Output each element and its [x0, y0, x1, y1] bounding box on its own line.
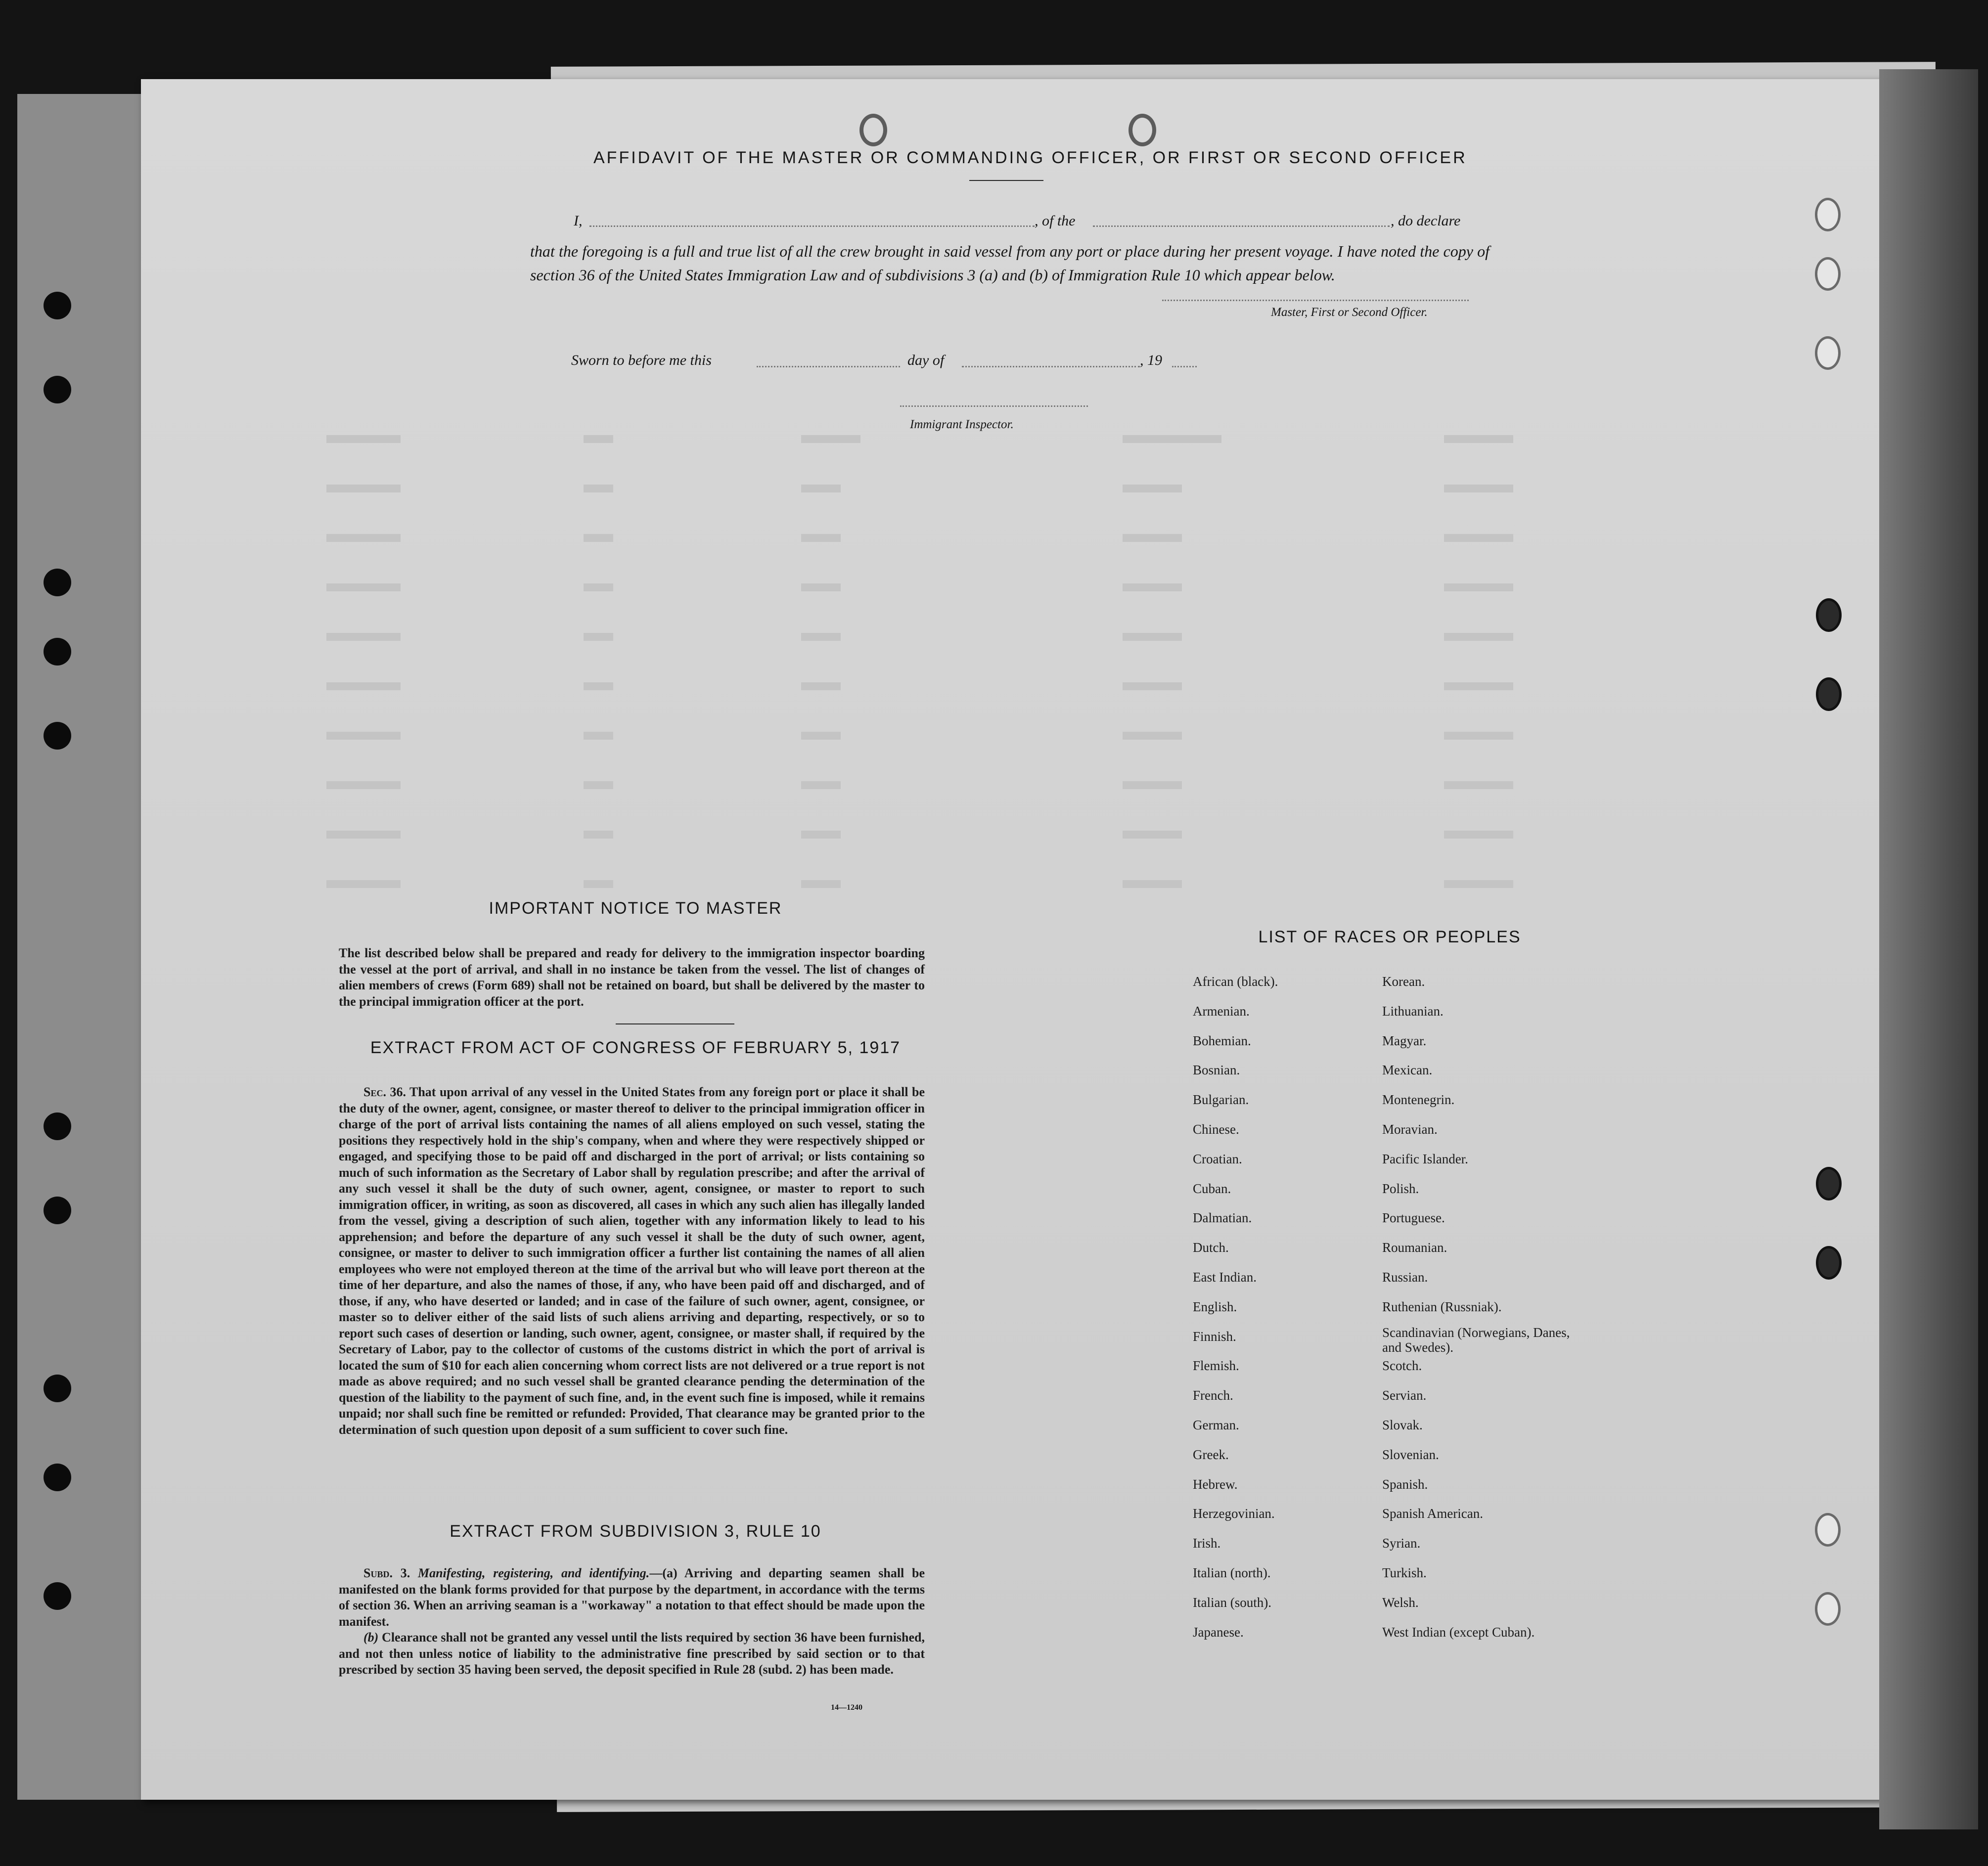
affidavit-title: AFFIDAVIT OF THE MASTER OR COMMANDING OFFICER, OR FIRST OR SECOND OFFICER [593, 148, 1467, 167]
master-signature-line [1162, 300, 1469, 301]
race-item: Polish. [1382, 1181, 1419, 1196]
race-item: Mexican. [1382, 1063, 1433, 1078]
name-field-line [589, 225, 1035, 227]
master-signature-label: Master, First or Second Officer. [1271, 306, 1428, 319]
race-item: Lithuanian. [1382, 1003, 1444, 1019]
binder-hole [44, 1375, 71, 1402]
race-item: Armenian. [1193, 1003, 1250, 1019]
affidavit-declaration: that the foregoing is a full and true list of all the crew brought in said vessel from any port or place during her present voyage. I have noted the copy of section 36 of the United States Immigration Law and of subdivisions 3 (a) and (b) of Immigration Rule 10 which appear below. [530, 242, 1490, 284]
race-item: Spanish. [1382, 1476, 1428, 1492]
race-item: Spanish American. [1382, 1506, 1483, 1521]
binder-ring [1129, 114, 1156, 146]
race-item: Chinese. [1193, 1122, 1239, 1137]
race-item: Turkish. [1382, 1565, 1427, 1580]
rule-extract-text [339, 1565, 925, 1678]
binder-hole [44, 1582, 71, 1610]
race-item: Japanese. [1193, 1624, 1244, 1640]
race-item: Finnish. [1193, 1329, 1236, 1344]
race-item: Cuban. [1193, 1181, 1231, 1196]
race-item: East Indian. [1193, 1270, 1257, 1285]
rule-para-a: —(a) Arriving and departing seamen shall be manifested on the blank forms provided for that purpose by the department, in accordance with the terms of section 36. When an arriving seaman is a "workaway" a notation to that effect should be made upon the manifest. [339, 1566, 925, 1629]
inspector-signature-line [900, 405, 1088, 407]
vessel-field-line [1093, 225, 1390, 227]
form-number: 14—1240 [831, 1703, 862, 1712]
race-item: Italian (north). [1193, 1565, 1271, 1580]
race-item: Scandinavian (Norwegians, Danes, and Swedes). [1382, 1325, 1570, 1355]
title-underline [969, 180, 1043, 181]
race-item: Korean. [1382, 974, 1425, 989]
race-item: Dutch. [1193, 1240, 1229, 1255]
race-item: Servian. [1382, 1388, 1427, 1403]
race-item: Russian. [1382, 1270, 1428, 1285]
race-item: Montenegrin. [1382, 1092, 1455, 1108]
rule-extract-title: EXTRACT FROM SUBDIVISION 3, RULE 10 [450, 1522, 821, 1541]
binder-hole [44, 292, 71, 319]
race-item: Croatian. [1193, 1151, 1242, 1166]
race-item: Bohemian. [1193, 1033, 1251, 1048]
punch-hole [1815, 198, 1841, 231]
race-item: French. [1193, 1388, 1233, 1403]
race-item: Syrian. [1382, 1536, 1421, 1551]
sworn-year-line [1172, 366, 1197, 367]
race-item: Moravian. [1382, 1122, 1438, 1137]
race-item: Greek. [1193, 1447, 1229, 1462]
binder-hole [44, 1197, 71, 1224]
race-item: English. [1193, 1299, 1237, 1314]
race-item: African (black). [1193, 974, 1278, 989]
binder-hole [44, 569, 71, 596]
race-item: German. [1193, 1418, 1239, 1432]
right-page-edge [1879, 69, 1978, 1829]
act-extract-title: EXTRACT FROM ACT OF CONGRESS OF FEBRUARY 5, 1917 [370, 1038, 901, 1057]
section-divider [616, 1023, 734, 1024]
race-item: West Indian (except Cuban). [1382, 1624, 1535, 1640]
act-section-label: Sec. 36. [363, 1085, 406, 1099]
race-item: Hebrew. [1193, 1476, 1238, 1492]
left-page-edge [17, 94, 146, 1800]
sworn-label: Sworn to before me this [571, 352, 712, 368]
race-item: Portuguese. [1382, 1210, 1445, 1226]
sworn-month-line [962, 366, 1140, 367]
race-item: Magyar. [1382, 1033, 1427, 1048]
race-item: Bosnian. [1193, 1063, 1240, 1078]
races-title: LIST OF RACES OR PEOPLES [1258, 928, 1521, 946]
race-item: Roumanian. [1382, 1240, 1447, 1255]
race-item: Bulgarian. [1193, 1092, 1249, 1108]
binder-hole [44, 376, 71, 403]
race-item: Scotch. [1382, 1358, 1422, 1374]
affidavit-do-declare-label: , do declare [1391, 213, 1461, 229]
race-item: Herzegovinian. [1193, 1506, 1275, 1521]
binder-ring [859, 114, 887, 146]
race-item: Dalmatian. [1193, 1210, 1252, 1226]
act-section-body: That upon arrival of any vessel in the United States from any foreign port or place it shall be the duty of the owner, agent, consignee, or master thereof to deliver to the principal immigration officer in charge of the port of arrival lists containing the names of all aliens employed on such vessel, stating the positions they respectively hold in the ship's company, when and where they were respectively shipped or engaged, and specifying those to be paid off and discharged in the port of arrival; or lists containing so much of such information as the Secretary of Labor shall by regulation prescribe; and after the arrival of any such vessel it shall be the duty of such owner, agent, consignee, or master to report to such immigration officer, in writing, as soon as discovered, all cases in which any such alien has illegally landed from the vessel, giving a description of such alien, together with any information likely to lead to his apprehension; and before the departure of any such vessel it shall be the duty of such owner, agent, consignee, or master to deliver to such immigration officer a further list containing the names of all alien employees who were not employed thereon at the time of the arrival but who will leave port thereon at the time of her departure, and also the names of those, if any, who have been paid off and discharged, and of those, if any, who have deserted or landed; and in case of the failure of such owner, agent, consignee, or master so to deliver either of the said lists of such aliens arriving and departing, respectively, or so to report such cases of desertion or landing, such owner, agent, consignee, or master shall, if required by the Secretary of Labor, pay to the collector of customs of the customs district in which the port of arrival is located the sum of $10 for each alien concerning whom correct lists are not delivered or a true report is not made as above required; and no such vessel shall be granted clearance pending the determination of the question of the liability to the payment of such fine, and, in the event such fine is imposed, while it remains unpaid; nor shall such fine be remitted or refunded: Provided, That clearance may be granted prior to the determination of such question upon deposit of a sum sufficient to cover such fine. [339, 1085, 925, 1437]
punch-hole [1815, 336, 1841, 370]
binder-hole [44, 722, 71, 750]
race-item: Slovak. [1382, 1418, 1423, 1432]
inspector-label: Immigrant Inspector. [910, 418, 1014, 431]
notice-text: The list described below shall be prepared and ready for delivery to the immigration inspector boarding the vessel at the port of arrival, and shall in no instance be taken from the vessel. The list of changes of alien members of crews (Form 689) shall not be retained on board, but shall be delivered by the master to the principal immigration officer at the port. [339, 946, 925, 1009]
rule-subd-label: Subd. 3. [363, 1566, 410, 1580]
race-item: Irish. [1193, 1536, 1221, 1551]
race-item: Slovenian. [1382, 1447, 1439, 1462]
year-label: , 19 [1140, 352, 1162, 368]
punch-hole [1815, 257, 1841, 291]
race-item: Ruthenian (Russniak). [1382, 1299, 1502, 1314]
rule-para-b-label: (b) [363, 1630, 379, 1644]
notice-title: IMPORTANT NOTICE TO MASTER [489, 899, 782, 918]
rule-para-b: Clearance shall not be granted any vessel until the lists required by section 36 have been furnished, and not then unless notice of liability to the administrative fine prescribed by said section or to that prescribed by section 35 having been served, the deposit specified in Rule 28 (subd. 2) has been made. [339, 1630, 925, 1677]
binder-hole [44, 1464, 71, 1491]
race-item: Flemish. [1193, 1358, 1239, 1374]
affidavit-of-the-label: , of the [1035, 213, 1076, 229]
day-of-label: day of [907, 352, 945, 368]
sworn-day-line [757, 366, 900, 367]
rule-subd-heading: Manifesting, registering, and identifying. [417, 1566, 650, 1580]
binder-hole [44, 1112, 71, 1140]
race-item: Welsh. [1382, 1595, 1419, 1610]
race-item: Pacific Islander. [1382, 1151, 1468, 1166]
affidavit-i-label: I, [574, 213, 583, 229]
act-extract-text [339, 1084, 925, 1438]
binder-hole [44, 638, 71, 666]
race-item: Italian (south). [1193, 1595, 1271, 1610]
